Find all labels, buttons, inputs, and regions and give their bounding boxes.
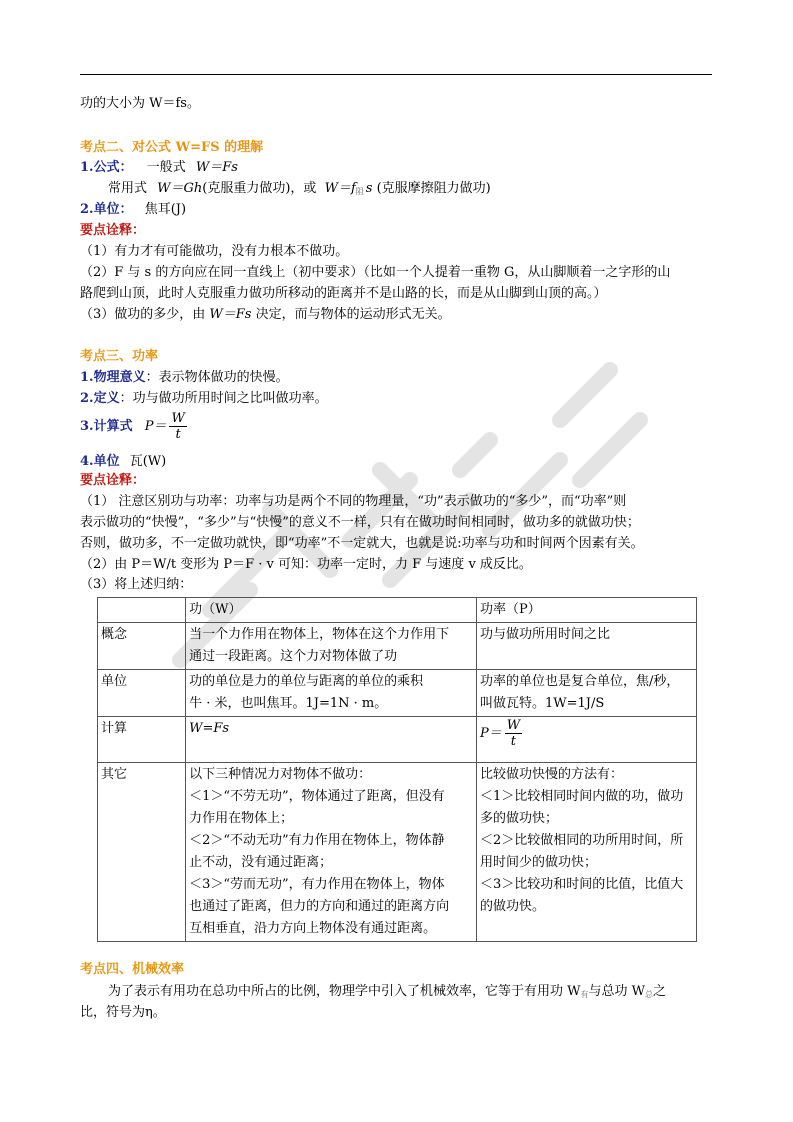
cell-line: 多的做功快； [479,811,558,826]
s3-point-1a: （1） 注意区别功与功率：功率与功是两个不同的物理量，“功”表示做功的“多少”，而“功率”则 [80,494,627,509]
formula-friction-sub: 阻 [355,187,364,196]
cell-line: 止不动，没有通过距离； [189,855,333,870]
row-label-other: 其它 [98,763,186,942]
power-unit-label: 4.单位 [80,454,120,469]
formula-gravity: W＝Gh [157,181,203,196]
cell-line: 当一个力作用在物体上，物体在这个力作用下 [189,627,450,642]
calc-numerator: W [171,411,185,426]
table-row [98,670,697,717]
s2-point-3-pre: （3）做功的多少，由 [80,307,206,322]
cell-line: 用时间少的做功快； [479,855,597,870]
header-rule [80,74,712,75]
power-unit-line [80,452,166,472]
definition-label: 2.定义 [80,391,120,406]
cell-line: 牛 · 米，也叫焦耳。1J=1N · m。 [189,696,388,711]
formula-friction-s: s [365,181,373,196]
calc-work-cell: W=Fs [186,717,477,763]
table-header-empty [98,598,186,623]
definition-line [80,389,328,409]
cell-line: 互相垂直，沿力方向上物体没有通过距离。 [189,921,437,936]
formula-friction-note: (克服摩擦阻力做功) [376,181,491,196]
cell-line: ＜2＞比较做相同的功所用时间，所 [479,833,684,848]
formula-gravity-note: (克服重力做功)，或 [202,181,317,196]
section2-title: 考点二、对公式 W=FS 的理解 [80,140,264,155]
unit-value: 焦耳(J) [144,202,187,217]
section3-title: 考点三、功率 [80,349,159,364]
unit-label: 2.单位： [80,202,133,217]
s3-point-1c: 否则，做功多，不一定做功就快，即“功率”不一定就大，也就是说:功率与功和时间两个因素有关。 [80,536,644,551]
table-row [98,763,697,942]
cell-line: 比较做功快慢的方法有： [479,767,623,782]
cell-line: 功率的单位也是复合单位，焦/秒， [479,674,680,689]
row-label-concept: 概念 [98,623,186,670]
cell-line: 叫做瓦特。1W=1J/S [479,696,605,711]
s2-point-2a: （2）F 与 s 的方向应在同一直线上（初中要求）（比如一个人提着一重物 G，从山脚顺着一之字形的山 [80,265,671,280]
formula-common: 常用式 [108,181,148,196]
formula-line [80,158,238,178]
table-header-work: 功（W） [186,598,477,623]
s4-sub-total: 总 [645,990,653,999]
cell-line: ＜3＞比较功和时间的比值，比值大 [479,877,684,892]
s2-point-1: （1）有力才有可能做功，没有力根本不做功。 [80,244,349,259]
calc-fraction [169,411,186,442]
calc-power-numerator: W [506,718,521,733]
keypoints-label-2: 要点诠释： [80,473,146,488]
formula-label: 1.公式： [80,160,133,175]
row-label-calc: 计算 [98,717,186,763]
unit-work-cell [186,670,477,717]
s4-sub-useful: 有 [580,990,589,999]
calc-power-fraction [505,718,522,749]
cell-line: 功与做功所用时间之比 [479,627,610,642]
unit-power-cell [476,670,696,717]
concept-work-cell [186,623,477,670]
s4-text-c: 之 [653,984,667,999]
cell-line: 通过一段距离。这个力对物体做了功 [189,649,398,664]
summary-table [97,597,697,942]
cell-line: 的做功快。 [479,899,545,914]
meaning-text: ：表示物体做功的快慢。 [145,370,289,385]
s2-point-3-expr: W＝Fs [209,307,252,322]
calc-power-lhs: P＝ [479,726,502,741]
definition-text: ：功与做功所用时间之比叫做功率。 [119,391,328,406]
meaning-line [80,368,289,388]
s4-line-2: 比，符号为η。 [80,1005,166,1020]
cell-line: 也通过了距离，但力的方向和通过的距离方向 [189,899,450,914]
s4-text-a: 为了表示有用功在总功中所占的比例，物理学中引入了机械效率，它等于有用功 W [108,984,581,999]
s4-text-b: 与总功 W [588,984,645,999]
table-row [98,717,697,763]
cell-line: 以下三种情况力对物体不做功： [189,767,372,782]
calc-denominator: t [175,427,181,442]
calc-label: 3.计算式 [80,419,133,434]
s2-point-3-post: 决定，而与物体的运动形式无关。 [255,307,451,322]
cell-line: ＜1＞比较相同时间内做的功，做功 [479,789,684,804]
other-power-cell [476,763,696,942]
cell-line: ＜2＞“不动无功”有力作用在物体上，物体静 [189,833,445,848]
table-header-power: 功率（P） [476,598,696,623]
table-header-row [98,598,697,623]
intro-line: 功的大小为 W＝fs。 [80,96,200,111]
formula-general: 一般式 [146,160,186,175]
s3-point-3: （3）将上述归纳： [80,577,193,592]
unit-line [80,200,186,220]
other-work-cell [186,763,477,942]
formula-friction-w: W＝f [324,181,356,196]
cell-line: 力作用在物体上； [189,811,294,826]
s2-point-3 [80,305,451,325]
s3-point-1b: 表示做功的“快慢”，“多少”与“快慢”的意义不一样，只有在做功时间相同时，做功多的就做功快； [80,515,640,530]
cell-line: 功的单位是力的单位与距离的单位的乘积 [189,674,424,689]
concept-power-cell [476,623,696,670]
calc-lhs: P＝ [144,419,167,434]
keypoints-label: 要点诠释： [80,223,146,238]
s2-point-2b: 路爬到山顶，此时人克服重力做功所移动的距离并不是山路的长，而是从山脚到山顶的高。） [80,286,607,301]
s3-point-2: （2）由 P＝W/t 变形为 P＝F · v 可知：功率一定时，力 F 与速度 v 成反比。 [80,557,532,572]
meaning-label: 1.物理意义 [80,370,146,385]
formula-common-line [108,179,491,202]
section4-title: 考点四、机械效率 [80,962,185,977]
table-row [98,623,697,670]
formula-general-expr: W＝Fs [195,160,238,175]
calc-line [80,408,187,446]
power-unit-value: 瓦(W) [129,454,167,469]
s4-line-1 [108,982,666,1005]
cell-line: ＜3＞“劳而无功”，有力作用在物体上，物体 [189,877,445,892]
cell-line: ＜1＞“不劳无功”，物体通过了距离，但没有 [189,789,445,804]
calc-power-cell [476,717,696,763]
row-label-unit: 单位 [98,670,186,717]
calc-power-denominator: t [510,734,517,749]
